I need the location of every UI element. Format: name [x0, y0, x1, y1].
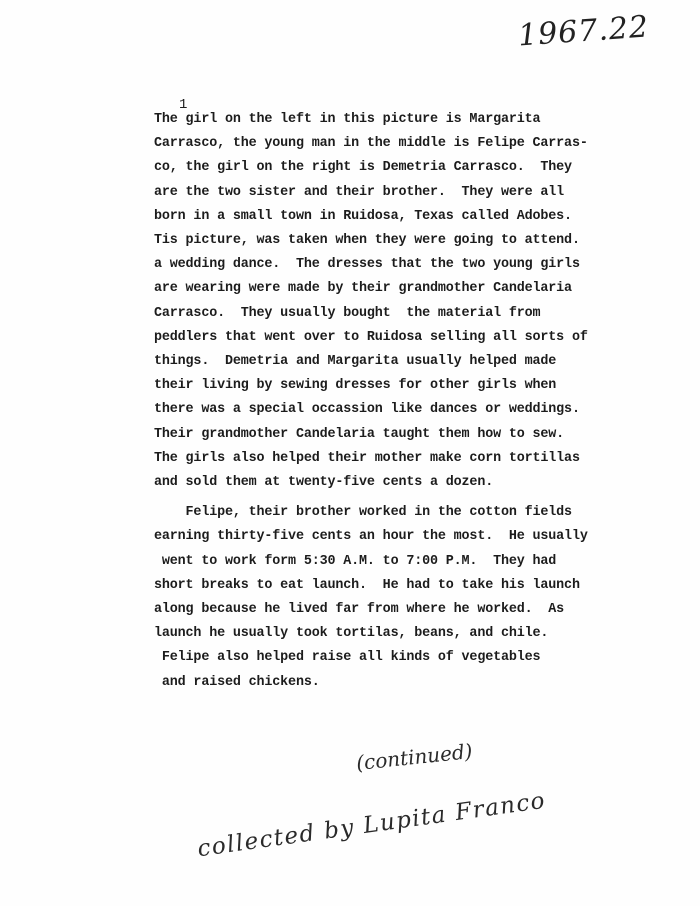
- text-line: short breaks to eat launch. He had to take his launch: [154, 577, 580, 593]
- text-line: The girls also helped their mother make corn tortillas: [154, 450, 580, 466]
- page-number: 1: [179, 97, 188, 113]
- text-line: co, the girl on the right is Demetria Carrasco. They: [154, 160, 572, 176]
- text-line: are the two sister and their brother. They were all: [154, 184, 565, 200]
- text-line: The girl on the left in this picture is Margarita: [154, 112, 541, 127]
- text-line: their living by sewing dresses for other girls when: [154, 378, 557, 394]
- text-line: Carrasco. They usually bought the material from: [154, 305, 541, 321]
- text-line: Felipe also helped raise all kinds of vegetables: [154, 650, 541, 666]
- text-line: there was a special occassion like dances or weddings.: [154, 402, 580, 418]
- text-line: are wearing were made by their grandmother Candelaria: [154, 281, 572, 297]
- text-line: and raised chickens.: [154, 674, 320, 690]
- text-line: Tis picture, was taken when they were going to attend.: [154, 233, 580, 249]
- text-line: a wedding dance. The dresses that the two young girls: [154, 257, 580, 273]
- typed-body-text: [154, 108, 594, 695]
- text-line: things. Demetria and Margarita usually helped made: [154, 354, 557, 370]
- text-line: Their grandmother Candelaria taught them how to sew.: [154, 426, 565, 442]
- text-line: peddlers that went over to Ruidosa selling all sorts of: [154, 329, 588, 345]
- text-line: along because he lived far from where he worked. As: [154, 602, 565, 618]
- text-line: born in a small town in Ruidosa, Texas called Adobes.: [154, 208, 572, 224]
- text-line: went to work form 5:30 A.M. to 7:00 P.M. They had: [154, 553, 557, 569]
- text-line: earning thirty-five cents an hour the most. He usually: [154, 529, 588, 545]
- accession-number: 1967.22: [516, 9, 651, 54]
- text-line: launch he usually took tortilas, beans, and chile.: [154, 626, 549, 642]
- text-line: Felipe, their brother worked in the cotton fields: [154, 505, 572, 521]
- handwritten-continued-note: (continued): [355, 738, 474, 776]
- text-line: and sold them at twenty-five cents a dozen.: [154, 475, 494, 491]
- handwritten-collector-signature: collected by Lupita Franco: [195, 787, 548, 863]
- text-line: Carrasco, the young man in the middle is Felipe Carras-: [154, 136, 588, 152]
